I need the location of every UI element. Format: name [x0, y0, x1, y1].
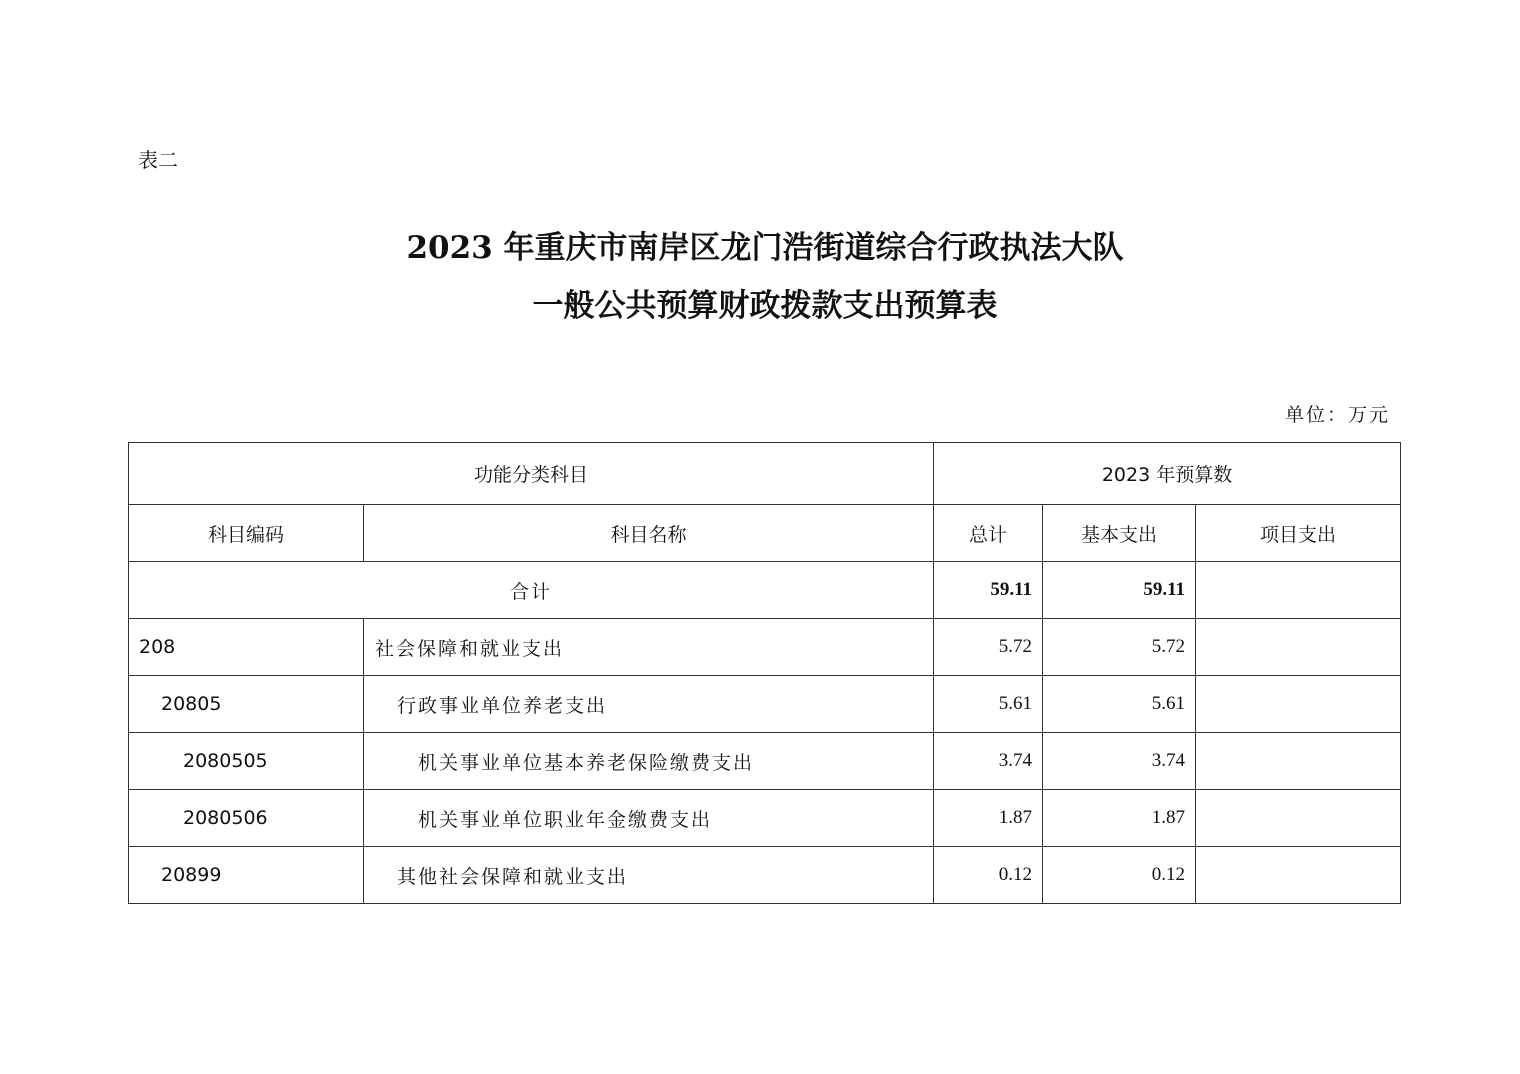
header-code: 科目编码 — [129, 505, 364, 562]
row-name: 社会保障和就业支出 — [364, 619, 934, 676]
table-row — [129, 847, 1401, 904]
row-code: 20805 — [129, 676, 364, 733]
row-project — [1196, 619, 1401, 676]
row-project — [1196, 847, 1401, 904]
table-row — [129, 619, 1401, 676]
row-name: 行政事业单位养老支出 — [364, 676, 934, 733]
table-row — [129, 790, 1401, 847]
table-row — [129, 676, 1401, 733]
unit-label: 单位：万元 — [1284, 404, 1390, 426]
row-code: 2080505 — [129, 733, 364, 790]
row-basic: 3.74 — [1043, 733, 1196, 790]
header-total: 总计 — [934, 505, 1043, 562]
document-title-line1: 2023 年重庆市南岸区龙门浩街道综合行政执法大队 — [406, 230, 1124, 266]
header-name: 科目名称 — [364, 505, 934, 562]
table-label: 表二 — [138, 148, 178, 172]
row-basic: 1.87 — [1043, 790, 1196, 847]
document-title-line2: 一般公共预算财政拨款支出预算表 — [532, 288, 998, 324]
row-basic: 0.12 — [1043, 847, 1196, 904]
table-row — [129, 733, 1401, 790]
total-total: 59.11 — [934, 562, 1043, 619]
total-label: 合计 — [129, 562, 934, 619]
row-project — [1196, 790, 1401, 847]
header-project: 项目支出 — [1196, 505, 1401, 562]
row-name: 机关事业单位基本养老保险缴费支出 — [364, 733, 934, 790]
row-code: 208 — [129, 619, 364, 676]
total-basic: 59.11 — [1043, 562, 1196, 619]
row-total: 5.61 — [934, 676, 1043, 733]
header-functional-subject: 功能分类科目 — [129, 443, 934, 505]
header-basic: 基本支出 — [1043, 505, 1196, 562]
row-name: 机关事业单位职业年金缴费支出 — [364, 790, 934, 847]
row-code: 2080506 — [129, 790, 364, 847]
total-row — [129, 562, 1401, 619]
header-row-columns — [129, 505, 1401, 562]
row-project — [1196, 733, 1401, 790]
row-code: 20899 — [129, 847, 364, 904]
total-project — [1196, 562, 1401, 619]
budget-table — [128, 442, 1401, 904]
header-row-group — [129, 443, 1401, 505]
row-basic: 5.61 — [1043, 676, 1196, 733]
row-name: 其他社会保障和就业支出 — [364, 847, 934, 904]
row-project — [1196, 676, 1401, 733]
row-total: 1.87 — [934, 790, 1043, 847]
row-total: 3.74 — [934, 733, 1043, 790]
row-basic: 5.72 — [1043, 619, 1196, 676]
row-total: 5.72 — [934, 619, 1043, 676]
header-budget-year: 2023 年预算数 — [934, 443, 1401, 505]
row-total: 0.12 — [934, 847, 1043, 904]
